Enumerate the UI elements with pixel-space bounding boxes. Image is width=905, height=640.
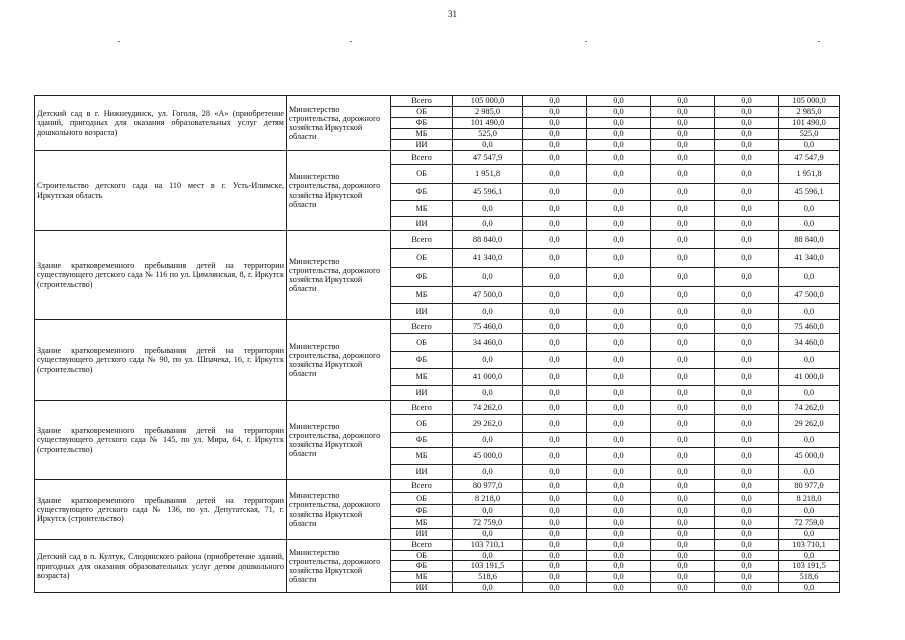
value-cell: 0,0 bbox=[453, 433, 523, 448]
value-cell: 0,0 bbox=[715, 320, 779, 334]
funding-source: ФБ bbox=[391, 118, 453, 129]
funding-source: ФБ bbox=[391, 352, 453, 369]
value-cell: 0,0 bbox=[651, 529, 715, 540]
value-cell: 0,0 bbox=[523, 151, 587, 165]
table-row bbox=[35, 480, 840, 493]
value-cell: 45 596,1 bbox=[453, 184, 523, 201]
value-cell: 0,0 bbox=[523, 96, 587, 107]
value-cell: 0,0 bbox=[523, 201, 587, 217]
value-cell: 0,0 bbox=[715, 493, 779, 505]
value-cell: 0,0 bbox=[715, 107, 779, 118]
value-cell: 0,0 bbox=[715, 571, 779, 582]
value-cell: 0,0 bbox=[651, 184, 715, 201]
value-cell: 0,0 bbox=[587, 517, 651, 529]
value-cell: 74 262,0 bbox=[453, 401, 523, 415]
value-cell: 0,0 bbox=[651, 401, 715, 415]
total-cell: 29 262,0 bbox=[779, 415, 840, 433]
value-cell: 0,0 bbox=[651, 415, 715, 433]
value-cell: 0,0 bbox=[523, 352, 587, 369]
project-name: Детский сад в г. Нижнеудинск, ул. Гоголя, 28 «А» (приобретение зданий, пригодных для оказания образовательных услуг детям дошкольного возраста) bbox=[35, 96, 287, 151]
total-cell: 0,0 bbox=[779, 217, 840, 231]
value-cell: 0,0 bbox=[523, 249, 587, 268]
value-cell: 0,0 bbox=[587, 352, 651, 369]
total-cell: 45 000,0 bbox=[779, 448, 840, 465]
funding-source: ФБ bbox=[391, 561, 453, 571]
value-cell: 0,0 bbox=[587, 107, 651, 118]
value-cell: 0,0 bbox=[453, 140, 523, 151]
value-cell: 0,0 bbox=[523, 517, 587, 529]
value-cell: 0,0 bbox=[651, 517, 715, 529]
value-cell: 0,0 bbox=[523, 448, 587, 465]
value-cell: 0,0 bbox=[715, 582, 779, 592]
value-cell: 34 460,0 bbox=[453, 334, 523, 352]
value-cell: 8 218,0 bbox=[453, 493, 523, 505]
value-cell: 0,0 bbox=[715, 304, 779, 320]
funding-source: ОБ bbox=[391, 551, 453, 561]
value-cell: 103 710,1 bbox=[453, 540, 523, 551]
funding-source: ОБ bbox=[391, 334, 453, 352]
funding-source: ОБ bbox=[391, 249, 453, 268]
value-cell: 0,0 bbox=[523, 571, 587, 582]
value-cell: 0,0 bbox=[587, 493, 651, 505]
value-cell: 45 000,0 bbox=[453, 448, 523, 465]
funding-source: МБ bbox=[391, 369, 453, 386]
value-cell: 47 500,0 bbox=[453, 287, 523, 304]
project-name: Здание кратковременного пребывания детей на территории существующего детского сада № 145, по ул. Мира, 64, г. Иркутск (строительство) bbox=[35, 401, 287, 480]
responsible-ministry: Министерство строительства, дорожного хозяйства Иркутской области bbox=[287, 401, 391, 480]
value-cell: 0,0 bbox=[523, 320, 587, 334]
scan-speck bbox=[585, 41, 587, 42]
funding-source: ИИ bbox=[391, 529, 453, 540]
value-cell: 0,0 bbox=[587, 540, 651, 551]
value-cell: 0,0 bbox=[523, 184, 587, 201]
funding-source: Всего bbox=[391, 480, 453, 493]
total-cell: 103 191,5 bbox=[779, 561, 840, 571]
total-cell: 2 985,0 bbox=[779, 107, 840, 118]
funding-source: ИИ bbox=[391, 304, 453, 320]
value-cell: 0,0 bbox=[523, 540, 587, 551]
value-cell: 0,0 bbox=[715, 529, 779, 540]
value-cell: 0,0 bbox=[453, 529, 523, 540]
responsible-ministry: Министерство строительства, дорожного хозяйства Иркутской области bbox=[287, 320, 391, 401]
total-cell: 0,0 bbox=[779, 505, 840, 517]
total-cell: 105 000,0 bbox=[779, 96, 840, 107]
funding-source: ФБ bbox=[391, 505, 453, 517]
value-cell: 0,0 bbox=[715, 96, 779, 107]
value-cell: 0,0 bbox=[715, 540, 779, 551]
value-cell: 2 985,0 bbox=[453, 107, 523, 118]
value-cell: 0,0 bbox=[587, 231, 651, 249]
value-cell: 80 977,0 bbox=[453, 480, 523, 493]
value-cell: 0,0 bbox=[587, 480, 651, 493]
value-cell: 0,0 bbox=[587, 151, 651, 165]
funding-source: МБ bbox=[391, 448, 453, 465]
value-cell: 0,0 bbox=[523, 465, 587, 480]
total-cell: 0,0 bbox=[779, 304, 840, 320]
responsible-ministry: Министерство строительства, дорожного хозяйства Иркутской области bbox=[287, 540, 391, 593]
value-cell: 0,0 bbox=[715, 217, 779, 231]
value-cell: 0,0 bbox=[523, 561, 587, 571]
value-cell: 0,0 bbox=[587, 118, 651, 129]
value-cell: 0,0 bbox=[587, 184, 651, 201]
funding-source: Всего bbox=[391, 401, 453, 415]
value-cell: 0,0 bbox=[587, 268, 651, 287]
total-cell: 74 262,0 bbox=[779, 401, 840, 415]
value-cell: 0,0 bbox=[523, 165, 587, 184]
funding-source: ОБ bbox=[391, 107, 453, 118]
value-cell: 0,0 bbox=[453, 352, 523, 369]
value-cell: 0,0 bbox=[453, 551, 523, 561]
value-cell: 0,0 bbox=[523, 386, 587, 401]
value-cell: 0,0 bbox=[651, 320, 715, 334]
value-cell: 0,0 bbox=[715, 352, 779, 369]
value-cell: 0,0 bbox=[523, 231, 587, 249]
value-cell: 0,0 bbox=[523, 551, 587, 561]
funding-source: ОБ bbox=[391, 493, 453, 505]
funding-source: МБ bbox=[391, 129, 453, 140]
value-cell: 72 759,0 bbox=[453, 517, 523, 529]
value-cell: 29 262,0 bbox=[453, 415, 523, 433]
value-cell: 0,0 bbox=[715, 517, 779, 529]
value-cell: 0,0 bbox=[651, 493, 715, 505]
table-row bbox=[35, 151, 840, 165]
financing-table bbox=[34, 95, 840, 593]
funding-source: ИИ bbox=[391, 386, 453, 401]
value-cell: 0,0 bbox=[453, 386, 523, 401]
funding-source: ИИ bbox=[391, 582, 453, 592]
value-cell: 0,0 bbox=[453, 201, 523, 217]
value-cell: 0,0 bbox=[453, 582, 523, 592]
value-cell: 0,0 bbox=[651, 107, 715, 118]
funding-source: ИИ bbox=[391, 140, 453, 151]
value-cell: 0,0 bbox=[651, 151, 715, 165]
value-cell: 0,0 bbox=[587, 561, 651, 571]
value-cell: 0,0 bbox=[587, 287, 651, 304]
value-cell: 0,0 bbox=[651, 201, 715, 217]
total-cell: 8 218,0 bbox=[779, 493, 840, 505]
value-cell: 0,0 bbox=[715, 129, 779, 140]
value-cell: 0,0 bbox=[587, 140, 651, 151]
value-cell: 0,0 bbox=[715, 268, 779, 287]
value-cell: 0,0 bbox=[587, 505, 651, 517]
value-cell: 0,0 bbox=[587, 217, 651, 231]
value-cell: 0,0 bbox=[587, 415, 651, 433]
total-cell: 41 000,0 bbox=[779, 369, 840, 386]
value-cell: 0,0 bbox=[587, 249, 651, 268]
value-cell: 0,0 bbox=[523, 480, 587, 493]
responsible-ministry: Министерство строительства, дорожного хозяйства Иркутской области bbox=[287, 96, 391, 151]
value-cell: 0,0 bbox=[651, 165, 715, 184]
responsible-ministry: Министерство строительства, дорожного хозяйства Иркутской области bbox=[287, 480, 391, 540]
total-cell: 525,0 bbox=[779, 129, 840, 140]
table-row bbox=[35, 320, 840, 334]
value-cell: 0,0 bbox=[587, 433, 651, 448]
value-cell: 0,0 bbox=[651, 561, 715, 571]
value-cell: 0,0 bbox=[651, 352, 715, 369]
value-cell: 0,0 bbox=[587, 129, 651, 140]
total-cell: 0,0 bbox=[779, 386, 840, 401]
value-cell: 0,0 bbox=[651, 551, 715, 561]
funding-source: ОБ bbox=[391, 415, 453, 433]
value-cell: 0,0 bbox=[715, 231, 779, 249]
value-cell: 0,0 bbox=[715, 551, 779, 561]
value-cell: 0,0 bbox=[715, 386, 779, 401]
value-cell: 0,0 bbox=[523, 415, 587, 433]
project-name: Здание кратковременного пребывания детей на территории существующего детского сада № 116 по ул. Цимлянская, 8, г. Иркутск (строительство) bbox=[35, 231, 287, 320]
total-cell: 34 460,0 bbox=[779, 334, 840, 352]
value-cell: 0,0 bbox=[651, 540, 715, 551]
total-cell: 0,0 bbox=[779, 465, 840, 480]
value-cell: 0,0 bbox=[651, 140, 715, 151]
value-cell: 0,0 bbox=[523, 287, 587, 304]
total-cell: 88 840,0 bbox=[779, 231, 840, 249]
value-cell: 0,0 bbox=[651, 571, 715, 582]
value-cell: 0,0 bbox=[587, 320, 651, 334]
value-cell: 0,0 bbox=[523, 582, 587, 592]
table-row bbox=[35, 540, 840, 551]
value-cell: 0,0 bbox=[651, 465, 715, 480]
responsible-ministry: Министерство строительства, дорожного хозяйства Иркутской области bbox=[287, 231, 391, 320]
value-cell: 0,0 bbox=[651, 480, 715, 493]
value-cell: 0,0 bbox=[651, 433, 715, 448]
value-cell: 0,0 bbox=[523, 107, 587, 118]
value-cell: 0,0 bbox=[523, 493, 587, 505]
total-cell: 47 547,9 bbox=[779, 151, 840, 165]
value-cell: 0,0 bbox=[715, 118, 779, 129]
total-cell: 47 500,0 bbox=[779, 287, 840, 304]
value-cell: 0,0 bbox=[453, 268, 523, 287]
value-cell: 0,0 bbox=[651, 129, 715, 140]
total-cell: 45 596,1 bbox=[779, 184, 840, 201]
value-cell: 41 340,0 bbox=[453, 249, 523, 268]
total-cell: 0,0 bbox=[779, 529, 840, 540]
value-cell: 0,0 bbox=[651, 96, 715, 107]
total-cell: 1 951,8 bbox=[779, 165, 840, 184]
responsible-ministry: Министерство строительства, дорожного хозяйства Иркутской области bbox=[287, 151, 391, 231]
value-cell: 0,0 bbox=[523, 304, 587, 320]
value-cell: 0,0 bbox=[523, 529, 587, 540]
total-cell: 0,0 bbox=[779, 433, 840, 448]
value-cell: 0,0 bbox=[715, 184, 779, 201]
value-cell: 0,0 bbox=[651, 287, 715, 304]
value-cell: 0,0 bbox=[587, 386, 651, 401]
value-cell: 101 490,0 bbox=[453, 118, 523, 129]
funding-source: ФБ bbox=[391, 268, 453, 287]
value-cell: 0,0 bbox=[715, 401, 779, 415]
value-cell: 0,0 bbox=[715, 140, 779, 151]
project-name: Здание кратковременного пребывания детей на территории существующего детского сада № 136, по ул. Депутатская, 71, г. Иркутск (строительство) bbox=[35, 480, 287, 540]
value-cell: 105 000,0 bbox=[453, 96, 523, 107]
value-cell: 0,0 bbox=[715, 505, 779, 517]
funding-source: ФБ bbox=[391, 184, 453, 201]
funding-source: Всего bbox=[391, 231, 453, 249]
total-cell: 0,0 bbox=[779, 352, 840, 369]
value-cell: 0,0 bbox=[715, 369, 779, 386]
value-cell: 0,0 bbox=[715, 151, 779, 165]
value-cell: 0,0 bbox=[587, 465, 651, 480]
value-cell: 0,0 bbox=[523, 433, 587, 448]
value-cell: 1 951,8 bbox=[453, 165, 523, 184]
value-cell: 0,0 bbox=[587, 96, 651, 107]
funding-source: Всего bbox=[391, 540, 453, 551]
funding-source: ИИ bbox=[391, 465, 453, 480]
funding-source: Всего bbox=[391, 151, 453, 165]
funding-source: МБ bbox=[391, 201, 453, 217]
value-cell: 0,0 bbox=[587, 571, 651, 582]
value-cell: 0,0 bbox=[651, 369, 715, 386]
value-cell: 0,0 bbox=[715, 415, 779, 433]
value-cell: 0,0 bbox=[651, 582, 715, 592]
total-cell: 41 340,0 bbox=[779, 249, 840, 268]
value-cell: 0,0 bbox=[651, 231, 715, 249]
value-cell: 0,0 bbox=[523, 217, 587, 231]
value-cell: 0,0 bbox=[651, 505, 715, 517]
table-row bbox=[35, 401, 840, 415]
value-cell: 0,0 bbox=[587, 201, 651, 217]
value-cell: 0,0 bbox=[523, 140, 587, 151]
value-cell: 0,0 bbox=[523, 118, 587, 129]
value-cell: 0,0 bbox=[715, 433, 779, 448]
value-cell: 0,0 bbox=[651, 386, 715, 401]
value-cell: 0,0 bbox=[523, 268, 587, 287]
value-cell: 0,0 bbox=[453, 465, 523, 480]
value-cell: 0,0 bbox=[715, 561, 779, 571]
scan-speck bbox=[118, 41, 120, 42]
value-cell: 0,0 bbox=[587, 448, 651, 465]
value-cell: 0,0 bbox=[715, 448, 779, 465]
funding-source: ОБ bbox=[391, 165, 453, 184]
value-cell: 0,0 bbox=[523, 129, 587, 140]
value-cell: 0,0 bbox=[587, 334, 651, 352]
total-cell: 101 490,0 bbox=[779, 118, 840, 129]
project-name: Детский сад в п. Култук, Слюдянского района (приобретение зданий, пригодных для оказания образовательных услуг детям дошкольного возраста) bbox=[35, 540, 287, 593]
value-cell: 0,0 bbox=[715, 465, 779, 480]
value-cell: 0,0 bbox=[587, 551, 651, 561]
funding-source: ИИ bbox=[391, 217, 453, 231]
scan-speck bbox=[350, 41, 352, 42]
project-name: Строительство детского сада на 110 мест в г. Усть-Илимске, Иркутская область bbox=[35, 151, 287, 231]
table-row bbox=[35, 96, 840, 107]
total-cell: 72 759,0 bbox=[779, 517, 840, 529]
value-cell: 0,0 bbox=[651, 268, 715, 287]
funding-source: МБ bbox=[391, 287, 453, 304]
value-cell: 518,6 bbox=[453, 571, 523, 582]
table-row bbox=[35, 231, 840, 249]
value-cell: 0,0 bbox=[587, 369, 651, 386]
total-cell: 0,0 bbox=[779, 551, 840, 561]
funding-source: ФБ bbox=[391, 433, 453, 448]
value-cell: 0,0 bbox=[453, 304, 523, 320]
value-cell: 0,0 bbox=[651, 448, 715, 465]
total-cell: 80 977,0 bbox=[779, 480, 840, 493]
value-cell: 0,0 bbox=[523, 369, 587, 386]
value-cell: 0,0 bbox=[651, 304, 715, 320]
value-cell: 0,0 bbox=[587, 304, 651, 320]
total-cell: 0,0 bbox=[779, 582, 840, 592]
total-cell: 75 460,0 bbox=[779, 320, 840, 334]
value-cell: 0,0 bbox=[715, 480, 779, 493]
total-cell: 0,0 bbox=[779, 268, 840, 287]
value-cell: 525,0 bbox=[453, 129, 523, 140]
value-cell: 75 460,0 bbox=[453, 320, 523, 334]
page-number: 31 bbox=[448, 9, 457, 19]
value-cell: 0,0 bbox=[587, 582, 651, 592]
value-cell: 0,0 bbox=[715, 287, 779, 304]
value-cell: 0,0 bbox=[715, 165, 779, 184]
project-name: Здание кратковременного пребывания детей на территории существующего детского сада № 90, по ул. Шпачека, 16, г. Иркутск (строительство) bbox=[35, 320, 287, 401]
value-cell: 0,0 bbox=[651, 334, 715, 352]
scan-speck bbox=[818, 41, 820, 42]
value-cell: 0,0 bbox=[523, 401, 587, 415]
value-cell: 0,0 bbox=[523, 505, 587, 517]
value-cell: 0,0 bbox=[651, 249, 715, 268]
value-cell: 0,0 bbox=[715, 334, 779, 352]
value-cell: 0,0 bbox=[453, 505, 523, 517]
funding-source: Всего bbox=[391, 320, 453, 334]
value-cell: 41 000,0 bbox=[453, 369, 523, 386]
value-cell: 0,0 bbox=[715, 201, 779, 217]
value-cell: 0,0 bbox=[587, 529, 651, 540]
total-cell: 518,6 bbox=[779, 571, 840, 582]
total-cell: 0,0 bbox=[779, 201, 840, 217]
total-cell: 0,0 bbox=[779, 140, 840, 151]
value-cell: 0,0 bbox=[651, 118, 715, 129]
value-cell: 0,0 bbox=[587, 165, 651, 184]
funding-source: МБ bbox=[391, 571, 453, 582]
value-cell: 0,0 bbox=[523, 334, 587, 352]
value-cell: 103 191,5 bbox=[453, 561, 523, 571]
value-cell: 0,0 bbox=[651, 217, 715, 231]
value-cell: 0,0 bbox=[453, 217, 523, 231]
value-cell: 0,0 bbox=[715, 249, 779, 268]
total-cell: 103 710,1 bbox=[779, 540, 840, 551]
value-cell: 47 547,9 bbox=[453, 151, 523, 165]
value-cell: 0,0 bbox=[587, 401, 651, 415]
value-cell: 88 840,0 bbox=[453, 231, 523, 249]
funding-source: Всего bbox=[391, 96, 453, 107]
funding-source: МБ bbox=[391, 517, 453, 529]
